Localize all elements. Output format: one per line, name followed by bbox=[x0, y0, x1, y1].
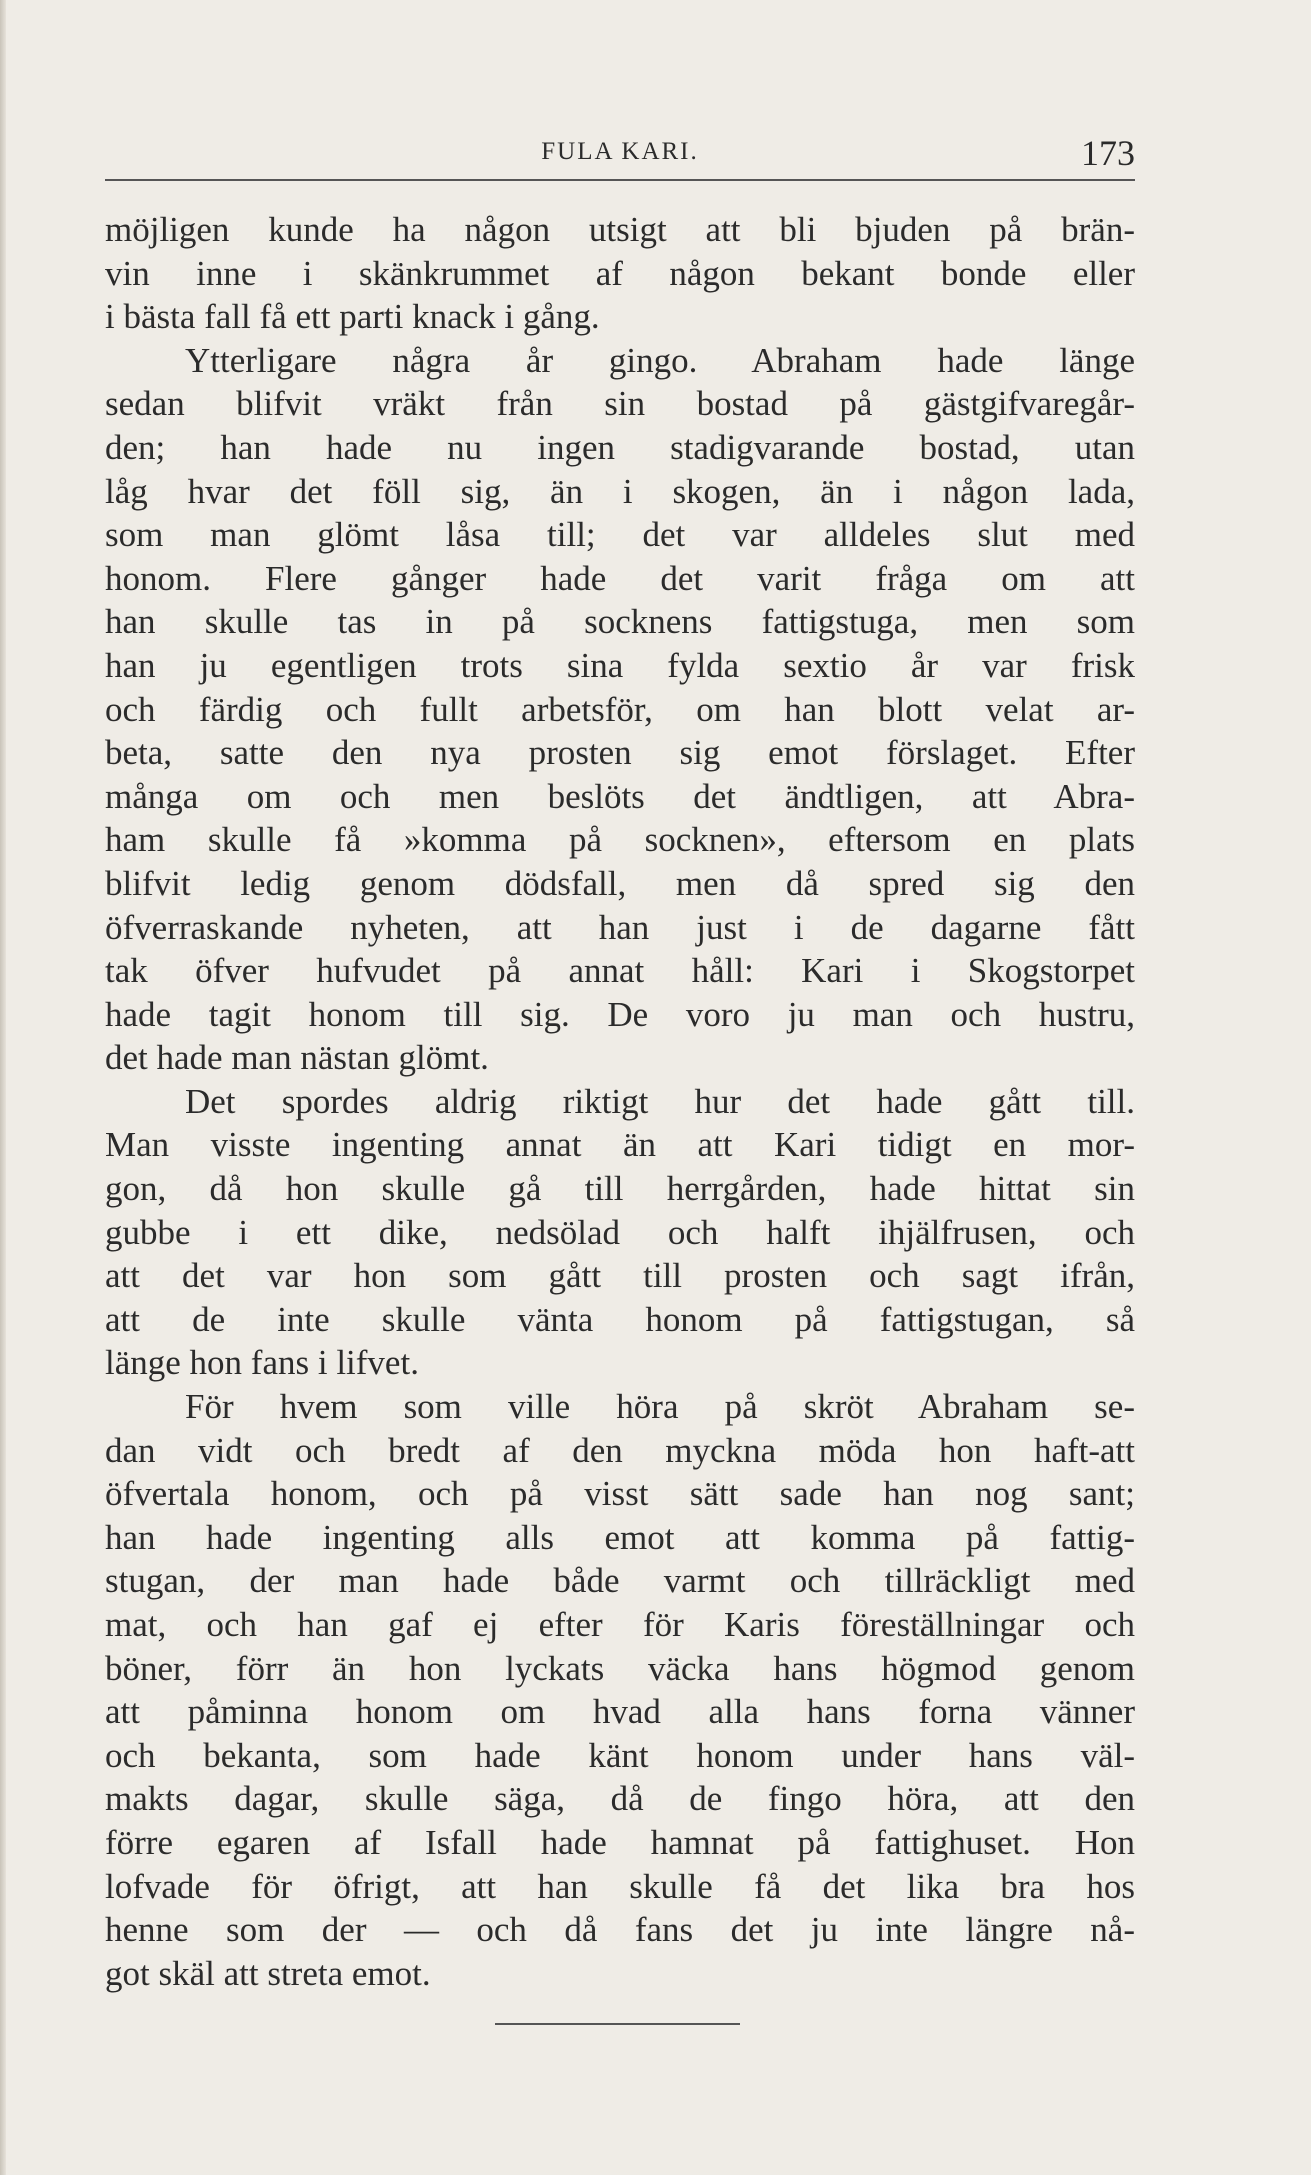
text-line: ham skulle få »komma på socknen», eftersom en plats bbox=[105, 820, 1135, 860]
text-line: i bästa fall få ett parti knack i gång. bbox=[105, 297, 600, 337]
text-line: han ju egentligen trots sina fylda sextio år var frisk bbox=[105, 645, 1135, 685]
paragraph bbox=[105, 208, 1135, 339]
text-line: Det spordes aldrig riktigt hur det hade gått till. bbox=[185, 1081, 1135, 1121]
text-line: som man glömt låsa till; det var alldeles slut med bbox=[105, 515, 1135, 555]
text-line: och färdig och fullt arbetsför, om han blott velat ar- bbox=[105, 689, 1135, 729]
text-line: den; han hade nu ingen stadigvarande bostad, utan bbox=[105, 427, 1135, 467]
paragraph bbox=[105, 1385, 1135, 1995]
text-line: gon, då hon skulle gå till herrgården, hade hittat sin bbox=[105, 1169, 1135, 1209]
text-line: många om och men beslöts det ändtligen, att Abra- bbox=[105, 776, 1135, 816]
paragraph bbox=[105, 339, 1135, 1080]
text-line: makts dagar, skulle säga, då de fingo höra, att den bbox=[105, 1779, 1135, 1819]
text-line: tak öfver hufvudet på annat håll: Kari i Skogstorpet bbox=[105, 951, 1135, 991]
paragraph bbox=[105, 1080, 1135, 1385]
text-line: det hade man nästan glömt. bbox=[105, 1038, 489, 1078]
text-line: gubbe i ett dike, nedsölad och halft ihjälfrusen, och bbox=[105, 1212, 1135, 1252]
text-line: honom. Flere gånger hade det varit fråga om att bbox=[105, 558, 1135, 598]
text-line: förre egaren af Isfall hade hamnat på fattighuset. Hon bbox=[105, 1822, 1135, 1862]
text-line: öfvertala honom, och på visst sätt sade han nog sant; bbox=[105, 1474, 1135, 1514]
text-line: blifvit ledig genom dödsfall, men då spred sig den bbox=[105, 863, 1135, 903]
text-line: got skäl att streta emot. bbox=[105, 1953, 431, 1993]
text-line: henne som der — och då fans det ju inte längre nå- bbox=[105, 1910, 1135, 1950]
text-line: att påminna honom om hvad alla hans forna vänner bbox=[105, 1692, 1135, 1732]
running-head bbox=[105, 132, 1135, 172]
text-line: att de inte skulle vänta honom på fattigstugan, så bbox=[105, 1299, 1135, 1339]
text-line: hade tagit honom till sig. De voro ju man och hustru, bbox=[105, 994, 1135, 1034]
page-number: 173 bbox=[1081, 133, 1135, 173]
text-line: att det var hon som gått till prosten och sagt ifrån, bbox=[105, 1256, 1135, 1296]
running-title: FULA KARI. bbox=[541, 138, 699, 165]
text-line: och bekanta, som hade känt honom under hans väl- bbox=[105, 1735, 1135, 1775]
text-line: böner, förr än hon lyckats väcka hans högmod genom bbox=[105, 1648, 1135, 1688]
text-line: möjligen kunde ha någon utsigt att bli bjuden på brän- bbox=[105, 210, 1135, 249]
text-line: dan vidt och bredt af den myckna möda hon haft-att bbox=[105, 1430, 1135, 1470]
text-line: stugan, der man hade både varmt och tillräckligt med bbox=[105, 1561, 1135, 1601]
text-line: För hvem som ville höra på skröt Abraham se- bbox=[185, 1387, 1135, 1427]
text-line: lofvade för öfrigt, att han skulle få det lika bra hos bbox=[105, 1866, 1135, 1906]
text-line: mat, och han gaf ej efter för Karis föreställningar och bbox=[105, 1605, 1135, 1644]
text-line: vin inne i skänkrummet af någon bekant bonde eller bbox=[105, 253, 1135, 293]
text-line: öfverraskande nyheten, att han just i de dagarne fått bbox=[105, 907, 1135, 947]
text-line: länge hon fans i lifvet. bbox=[105, 1343, 419, 1383]
body-text bbox=[105, 208, 1135, 1995]
text-line: Man visste ingenting annat än att Kari tidigt en mor- bbox=[105, 1125, 1135, 1165]
text-line: låg hvar det föll sig, än i skogen, än i någon lada, bbox=[105, 471, 1135, 511]
page-edge bbox=[0, 0, 6, 2175]
header-rule bbox=[105, 179, 1135, 181]
text-line: sedan blifvit vräkt från sin bostad på gästgifvaregår- bbox=[105, 384, 1135, 424]
text-line: Ytterligare några år gingo. Abraham hade länge bbox=[185, 340, 1135, 380]
text-line: han hade ingenting alls emot att komma på fattig- bbox=[105, 1517, 1135, 1557]
text-line: han skulle tas in på socknens fattigstuga, men som bbox=[105, 602, 1135, 642]
text-line: beta, satte den nya prosten sig emot förslaget. Efter bbox=[105, 733, 1135, 773]
section-end-rule bbox=[495, 2023, 740, 2025]
